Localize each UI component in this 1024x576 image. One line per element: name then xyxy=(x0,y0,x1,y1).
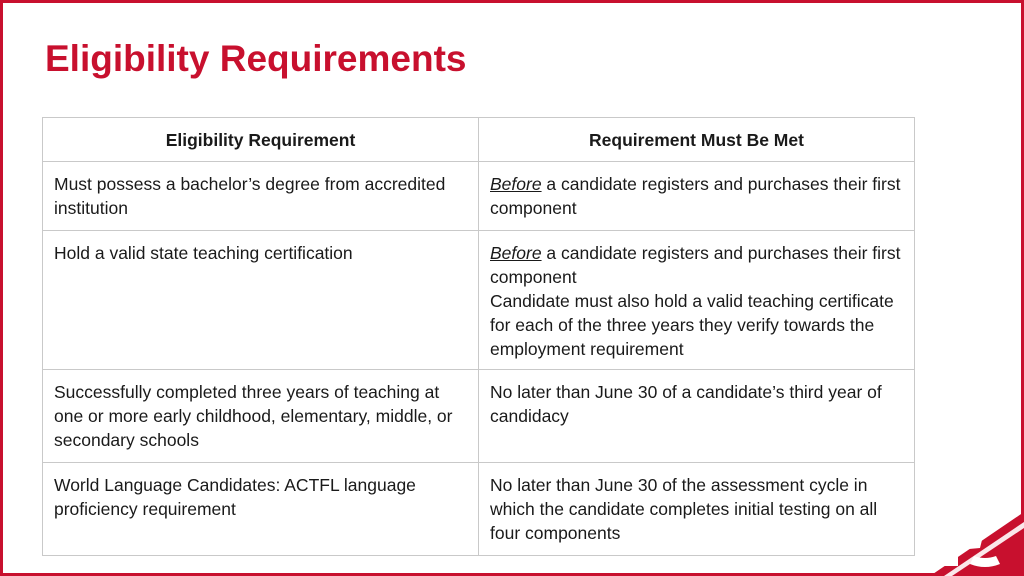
requirement-cell: World Language Candidates: ACTFL language proficiency requirement xyxy=(43,463,479,556)
emphasis-text: Before xyxy=(490,243,542,263)
must-be-met-extra-text: Candidate must also hold a valid teaching certificate for each of the three years they verify towards the employment requirement xyxy=(490,291,894,359)
must-be-met-text: a candidate registers and purchases their first component xyxy=(490,174,901,218)
must-be-met-text: a candidate registers and purchases their first component xyxy=(490,243,901,287)
must-be-met-cell xyxy=(479,162,915,231)
table-row xyxy=(43,370,915,463)
requirement-cell: Hold a valid state teaching certification xyxy=(43,231,479,370)
column-header-must-be-met: Requirement Must Be Met xyxy=(479,118,915,162)
must-be-met-cell xyxy=(479,231,915,370)
f-logo-icon xyxy=(930,508,1024,576)
page-title: Eligibility Requirements xyxy=(45,38,467,79)
must-be-met-cell: No later than June 30 of the assessment cycle in which the candidate completes initial testing on all four components xyxy=(479,463,915,556)
table-row xyxy=(43,463,915,556)
requirement-cell: Must possess a bachelor’s degree from accredited institution xyxy=(43,162,479,231)
table-row xyxy=(43,162,915,231)
must-be-met-cell: No later than June 30 of a candidate’s third year of candidacy xyxy=(479,370,915,463)
column-header-requirement: Eligibility Requirement xyxy=(43,118,479,162)
table-header-row xyxy=(43,118,915,162)
requirements-table-container xyxy=(42,117,915,556)
emphasis-text: Before xyxy=(490,174,542,194)
requirements-table xyxy=(42,117,915,556)
requirement-cell: Successfully completed three years of teaching at one or more early childhood, elementary, middle, or secondary schools xyxy=(43,370,479,463)
table-row xyxy=(43,231,915,370)
